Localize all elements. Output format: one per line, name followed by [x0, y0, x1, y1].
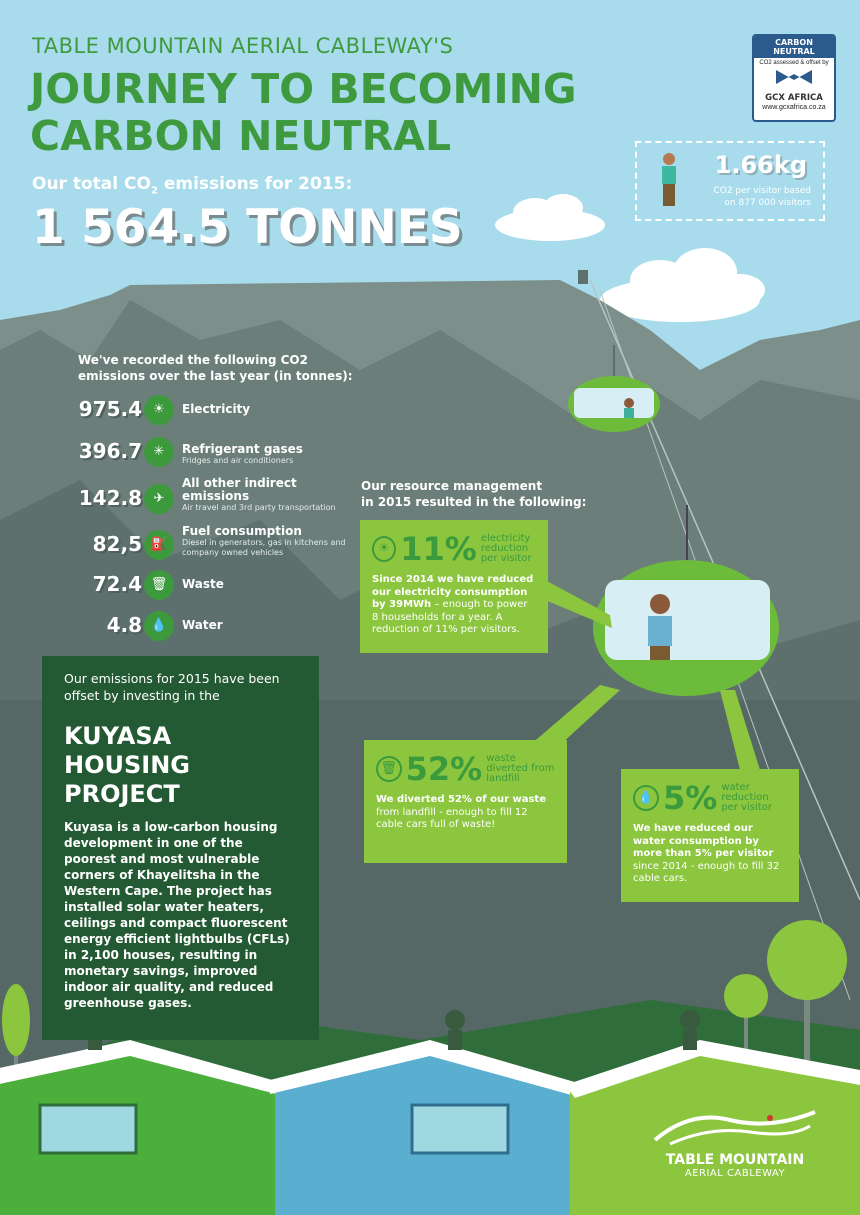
reduction-label: waste diverted from landfill	[486, 753, 555, 784]
text-bold: Since 2014 we have reduced our electricity consumption by 39MWh	[372, 574, 534, 610]
caption-line: on 877 000 visitors	[724, 198, 811, 208]
waste-diversion-card	[364, 740, 567, 863]
person-icon	[659, 153, 679, 211]
intro-line: Our resource management	[361, 479, 543, 493]
emission-row-water	[66, 609, 356, 643]
emission-label: All other indirect emissions	[182, 476, 297, 503]
emission-desc: Air travel and 3rd party transportation	[182, 503, 336, 512]
project-title: KUYASA HOUSING PROJECT	[64, 722, 190, 808]
reduction-text	[376, 794, 555, 832]
lightbulb-icon: ☀	[372, 536, 396, 562]
badge-line: CO2 assessed & offset by	[759, 60, 829, 66]
emission-label: Refrigerant gases	[182, 442, 303, 456]
emission-desc: Fridges and air conditioners	[182, 456, 294, 465]
gcx-logo-icon	[772, 66, 816, 88]
intro-line: We've recorded the following CO2	[78, 353, 308, 367]
droplet-icon: 💧	[144, 611, 174, 641]
emission-value: 142.8	[78, 486, 142, 510]
label-part: emissions for 2015:	[157, 174, 353, 194]
emission-row-waste	[66, 568, 356, 602]
offset-project-panel	[42, 656, 319, 1040]
badge-brand: GCX AFRICA	[765, 93, 823, 103]
carbon-neutral-badge	[752, 34, 836, 122]
project-description: Kuyasa is a low-carbon housing development in one of the poorest and most vulnerable corners of Khayelitsha in the Western Cape. The project has installed solar water heaters, ceilings and compact fluorescent energy efficient lightbulbs (CFLs) in 2,100 houses, resulting in monetary savings, improved indoor air quality, and reduced greenhouse gases.	[64, 820, 290, 1010]
resources-intro	[361, 478, 586, 510]
logo-line1: TABLE MOUNTAIN	[665, 1152, 805, 1168]
emission-value: 4.8	[106, 613, 142, 637]
label-sub: 2	[150, 185, 158, 197]
text-bold: We have reduced our water consumption by more than 5% per visitor	[633, 823, 774, 859]
caption-line: CO2 per visitor based	[713, 186, 811, 196]
page-title: JOURNEY TO BECOMING CARBON NEUTRAL	[30, 65, 577, 160]
reduction-percent: 11%	[400, 530, 477, 568]
emission-value: 975.4	[78, 397, 142, 421]
reduction-text	[372, 574, 536, 637]
intro-line: emissions over the last year (in tonnes):	[78, 369, 353, 383]
reduction-text	[633, 823, 787, 886]
header-subtitle: TABLE MOUNTAIN AERIAL CABLEWAY'S	[32, 34, 454, 58]
intro-line: in 2015 resulted in the following:	[361, 495, 587, 509]
badge-heading: CARBON NEUTRAL	[754, 36, 834, 58]
water-reduction-card	[621, 769, 799, 902]
emission-row-refrigerant	[66, 435, 356, 469]
emission-label: Fuel consumption	[182, 524, 302, 538]
mountain-logo-icon	[650, 1100, 820, 1146]
per-visitor-box	[635, 141, 825, 221]
emission-label: Water	[182, 618, 223, 632]
droplet-icon: 💧	[633, 785, 659, 811]
emission-desc: Diesel in generators, gas in kitchens and company owned vehicles	[182, 538, 346, 557]
text-bold: We diverted 52% of our waste	[376, 794, 546, 805]
offset-intro: Our emissions for 2015 have been offset by investing in the	[64, 671, 280, 703]
emission-row-indirect	[66, 476, 356, 516]
snowflake-icon: ✳	[144, 437, 174, 467]
emission-row-fuel	[66, 524, 356, 562]
text-rest: since 2014 - enough to fill 32 cable cars.	[633, 860, 780, 884]
emission-label: Electricity	[182, 402, 251, 416]
reduction-percent: 5%	[663, 779, 718, 817]
badge-url: www.gcxafrica.co.za	[762, 104, 826, 111]
per-visitor-value: 1.66kg	[714, 151, 807, 179]
label-part: Our total CO	[32, 174, 151, 194]
reduction-label: electricity reduction per visitor	[480, 533, 532, 564]
airplane-icon: ✈	[144, 484, 174, 514]
emission-value: 82,5	[92, 532, 142, 556]
emission-row-electricity	[66, 393, 356, 427]
lightbulb-icon: ☀	[144, 395, 174, 425]
reduction-percent: 52%	[405, 750, 483, 788]
emission-value: 396.7	[78, 439, 142, 463]
emissions-intro	[78, 352, 353, 384]
bin-icon: 🗑	[376, 756, 402, 782]
fuel-can-icon: ⛽	[144, 530, 174, 560]
total-emissions-label	[32, 174, 352, 196]
text-rest: – enough to power 8 households for a year. A reduction of 11% per visitors.	[372, 599, 528, 635]
cableway-logo	[640, 1100, 830, 1179]
text-rest: from landfill - enough to fill 12 cable cars full of waste!	[376, 806, 528, 830]
bin-icon: 🗑	[144, 570, 174, 600]
electricity-reduction-card	[360, 520, 548, 653]
emission-value: 72.4	[92, 572, 142, 596]
reduction-label: water reduction per visitor	[721, 782, 772, 813]
emission-label: Waste	[182, 577, 224, 591]
logo-line2: AERIAL CABLEWAY	[684, 1168, 786, 1179]
per-visitor-caption	[713, 185, 811, 209]
total-emissions-value: 1 564.5 TONNES	[32, 200, 463, 255]
